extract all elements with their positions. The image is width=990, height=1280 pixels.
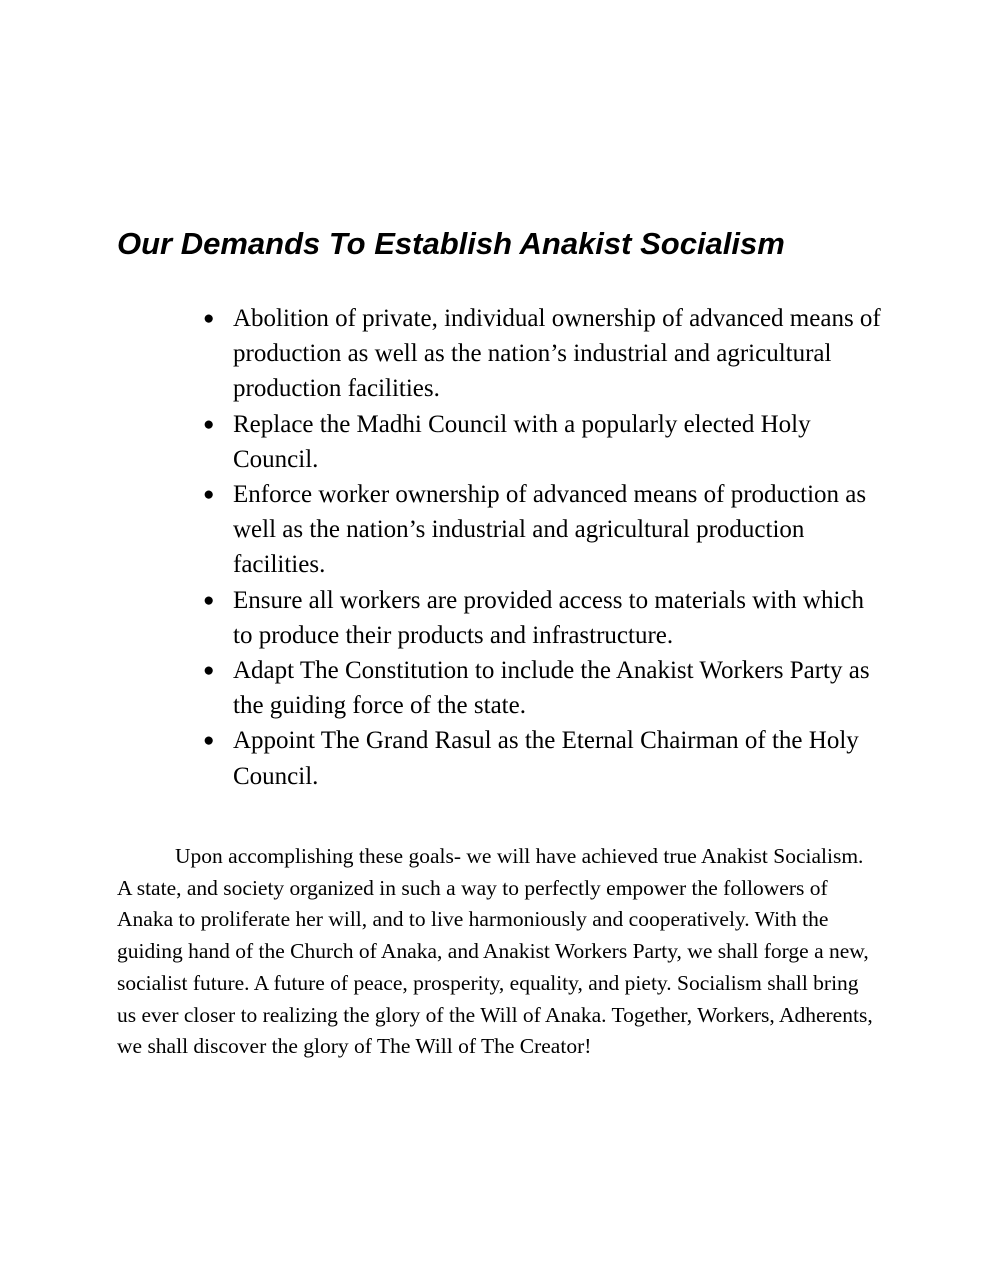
bullet-icon: ● bbox=[203, 308, 215, 329]
demand-text: Enforce worker ownership of advanced means of production as well as the nation’s industrial and agricultural production facilities. bbox=[233, 481, 867, 579]
demand-text: Ensure all workers are provided access to materials with which to produce their products and infrastructure. bbox=[233, 586, 865, 649]
document-title: Our Demands To Establish Anakist Socialism bbox=[117, 226, 785, 261]
closing-paragraph: Upon accomplishing these goals- we will have achieved true Anakist Socialism. A state, and society organized in such a way to perfectly empower the followers of Anaka to proliferate her will, and to live harmoniously and cooperatively. With the guiding hand of the Church of Anaka, and Anakist Workers Party, we shall forge a new, socialist future. A future of peace, prosperity, equality, and piety. Socialism shall bring us ever closer to realizing the glory of the Will of Anaka. Together, Workers, Adherents, we shall discover the glory of The Will of The Creator! bbox=[117, 844, 873, 1059]
bullet-icon: ● bbox=[203, 484, 215, 506]
bullet-icon: ● bbox=[203, 589, 215, 611]
bullet-icon: ● bbox=[203, 660, 215, 682]
demand-text: Replace the Madhi Council with a popularly elected Holy Council. bbox=[233, 410, 811, 473]
demand-text: Adapt The Constitution to include the Anakist Workers Party as the guiding force of the state. bbox=[233, 657, 870, 720]
bullet-icon: ● bbox=[203, 413, 215, 435]
list-item bbox=[203, 653, 883, 723]
list-item bbox=[203, 301, 883, 407]
list-item bbox=[203, 723, 883, 793]
demand-text: Appoint The Grand Rasul as the Eternal Chairman of the Holy Council. bbox=[233, 727, 859, 790]
list-item bbox=[203, 477, 883, 583]
demand-text: Abolition of private, individual ownership of advanced means of production as well as the nation’s industrial and agricultural production facilities. bbox=[233, 305, 881, 403]
list-item bbox=[203, 407, 883, 477]
list-item bbox=[203, 583, 883, 653]
bullet-icon: ● bbox=[203, 730, 215, 752]
demands-list bbox=[203, 301, 883, 794]
